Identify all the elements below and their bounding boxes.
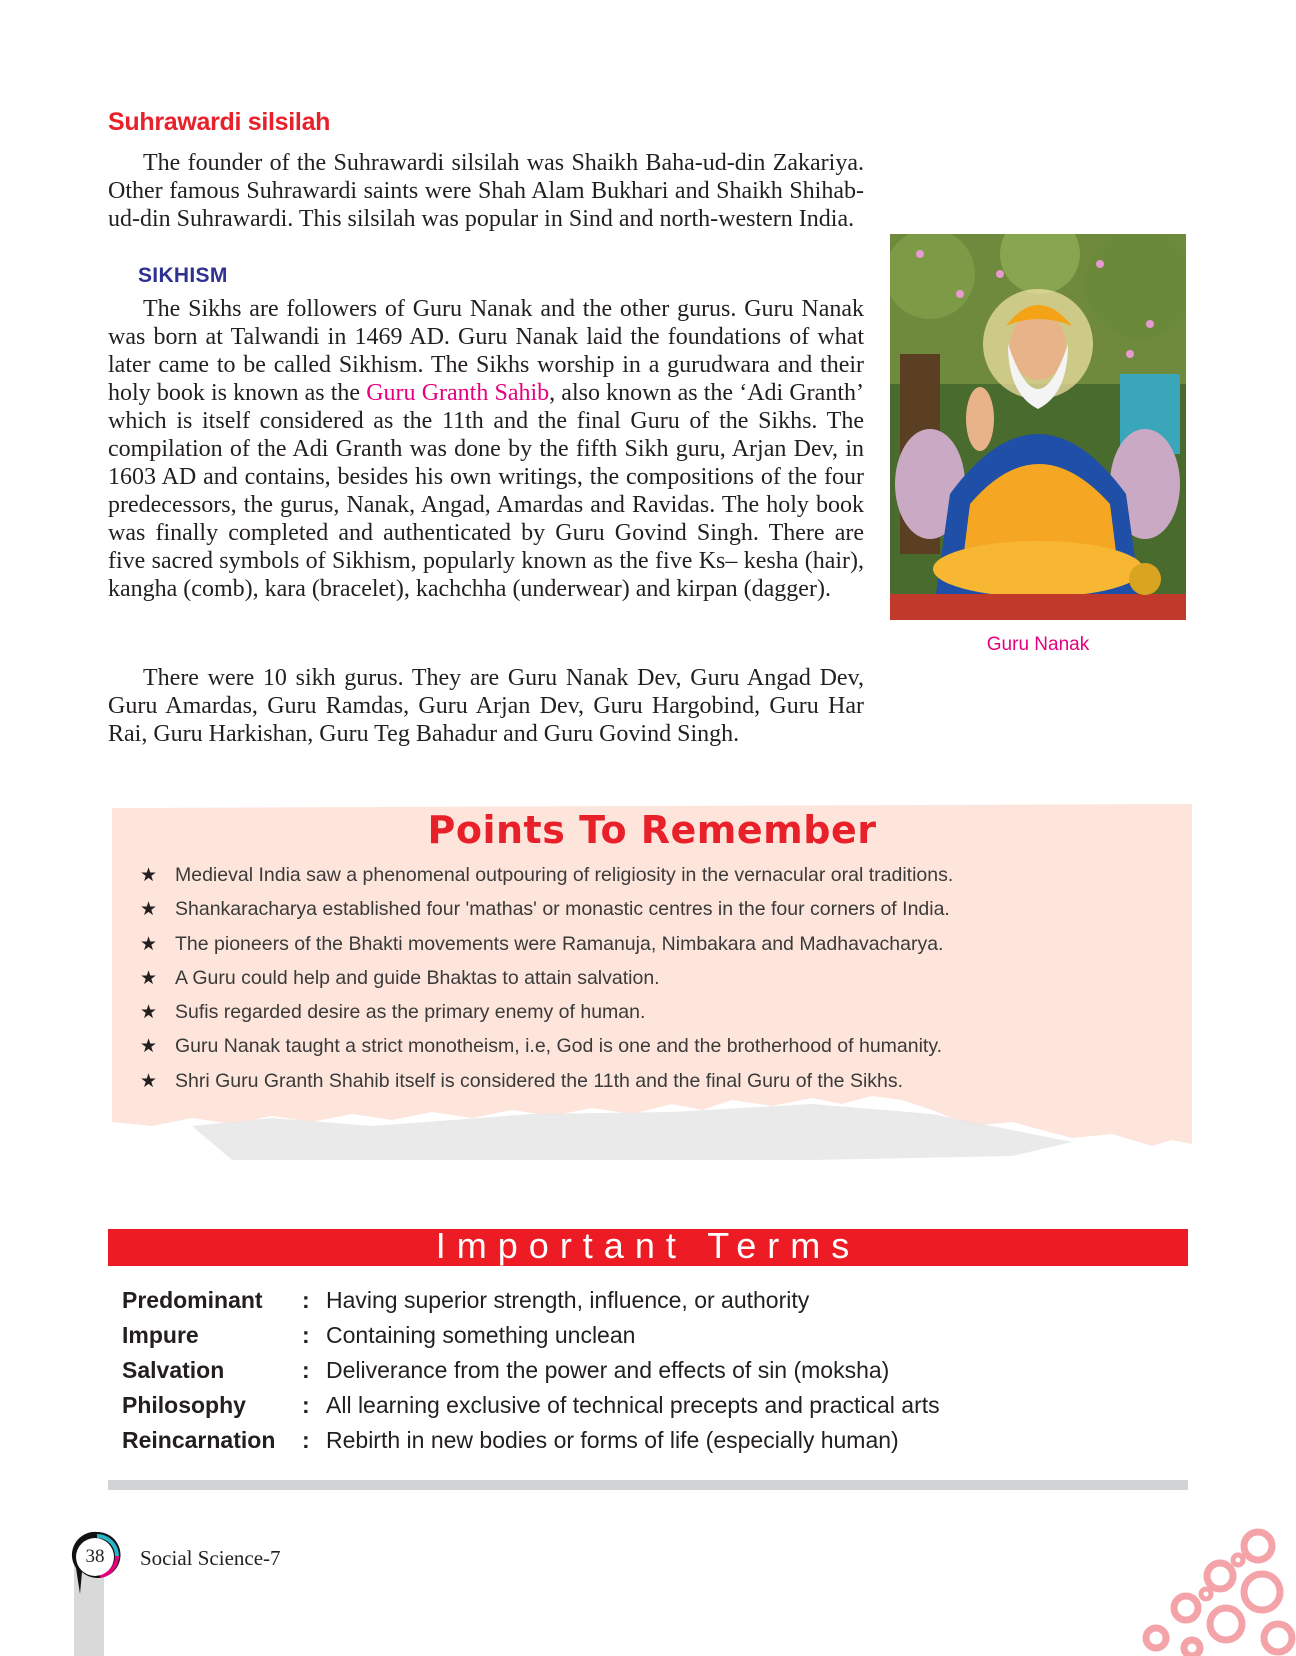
term-separator: : [302, 1427, 310, 1453]
term-separator: : [302, 1392, 310, 1418]
star-icon: ★ [140, 932, 158, 955]
figure-caption: Guru Nanak [986, 634, 1090, 655]
term-name: Philosophy [122, 1392, 246, 1418]
term-definition: Rebirth in new bodies or forms of life (especially human) [326, 1427, 899, 1453]
star-icon: ★ [140, 1001, 158, 1024]
star-icon: ★ [140, 1069, 158, 1092]
term-row [122, 1388, 1182, 1423]
point-item: ★ Medieval India saw a phenomenal outpouring of religiosity in the vernacular oral traditions. [140, 858, 1180, 892]
section-title-sikhism: SIKHISM [138, 264, 228, 287]
point-item: ★ A Guru could help and guide Bhaktas to attain salvation. [140, 961, 1180, 995]
term-row [122, 1353, 1182, 1388]
point-item: ★ Shankaracharya established four 'mathas' or monastic centres in the four corners of India. [140, 892, 1180, 926]
term-row [122, 1283, 1182, 1318]
term-definition: Having superior strength, influence, or authority [326, 1287, 810, 1313]
book-title: Social Science-7 [140, 1546, 281, 1570]
term-separator: : [302, 1322, 310, 1348]
point-item: ★ Guru Nanak taught a strict monotheism, i.e, God is one and the brotherhood of humanity. [140, 1029, 1180, 1063]
point-item: ★ The pioneers of the Bhakti movements were Ramanuja, Nimbakara and Madhavacharya. [140, 927, 1180, 961]
page-number: 38 [76, 1538, 114, 1576]
star-icon: ★ [140, 966, 158, 989]
term-row [122, 1423, 1182, 1458]
term-name: Impure [122, 1322, 199, 1348]
star-icon: ★ [140, 898, 158, 921]
guru-nanak-image [890, 234, 1186, 620]
term-separator: : [302, 1357, 310, 1383]
points-list [140, 858, 1180, 1098]
important-terms-title: Important Terms [435, 1225, 861, 1266]
guru-granth-sahib-highlight: Guru Granth Sahib [366, 380, 550, 406]
term-definition: All learning exclusive of technical precepts and practical arts [326, 1392, 940, 1418]
section-title-suhrawardi: Suhrawardi silsilah [108, 108, 331, 136]
terms-list [122, 1283, 1182, 1458]
term-name: Predominant [122, 1287, 263, 1313]
point-item: ★ Shri Guru Granth Shahib itself is considered the 11th and the final Guru of the Sikhs. [140, 1064, 1180, 1098]
term-definition: Deliverance from the power and effects of sin (moksha) [326, 1357, 890, 1383]
term-separator: : [302, 1287, 310, 1313]
term-name: Reincarnation [122, 1427, 276, 1453]
star-icon: ★ [140, 1035, 158, 1058]
point-item: ★ Sufis regarded desire as the primary enemy of human. [140, 995, 1180, 1029]
section-divider [108, 1480, 1188, 1490]
term-name: Salvation [122, 1357, 225, 1383]
decorative-rings-icon [1120, 1520, 1296, 1656]
points-to-remember-title: Points To Remember [427, 808, 877, 852]
sikhism-paragraph-2: There were 10 sikh gurus. They are Guru Nanak Dev, Guru Angad Dev, Guru Amardas, Guru Ramdas, Guru Arjan Dev, Guru Hargobind, Guru Har Rai, Guru Harkishan, Guru Teg Bahadur and Guru Govind Singh. [108, 665, 864, 747]
sikhism-paragraph-1: The Sikhs are followers of Guru Nanak and the other gurus. Guru Nanak was born at Talwandi in 1469 AD. Guru Nanak laid the foundations of what later came to be called Sikhism. The Sikhs worship in a gurudwara and their holy book is known as the Guru Granth Sahib, also known as the ‘Adi Granth’ which is itself considered as the 11th and the final Guru of the Sikhs. The compilation of the Adi Granth was done by the fifth Sikh guru, Arjan Dev, in 1603 AD and contains, besides his own writings, the compositions of the four predecessors, the gurus, Nanak, Angad, Amardas and Ravidas. The holy book was finally completed and authenticated by Guru Govind Singh. There are five sacred symbols of Sikhism, popularly known as the five Ks– kesha (hair), kangha (comb), kara (bracelet), kachchha (underwear) and kirpan (dagger). [108, 296, 864, 602]
term-row [122, 1318, 1182, 1353]
star-icon: ★ [140, 864, 158, 886]
suhrawardi-paragraph: The founder of the Suhrawardi silsilah was Shaikh Baha-ud-din Zakariya. Other famous Suhrawardi saints were Shah Alam Bukhari and Shaikh Shihab-ud-din Suhrawardi. This silsilah was popular in Sind and north-western India. [108, 150, 864, 232]
term-definition: Containing something unclean [326, 1322, 636, 1348]
